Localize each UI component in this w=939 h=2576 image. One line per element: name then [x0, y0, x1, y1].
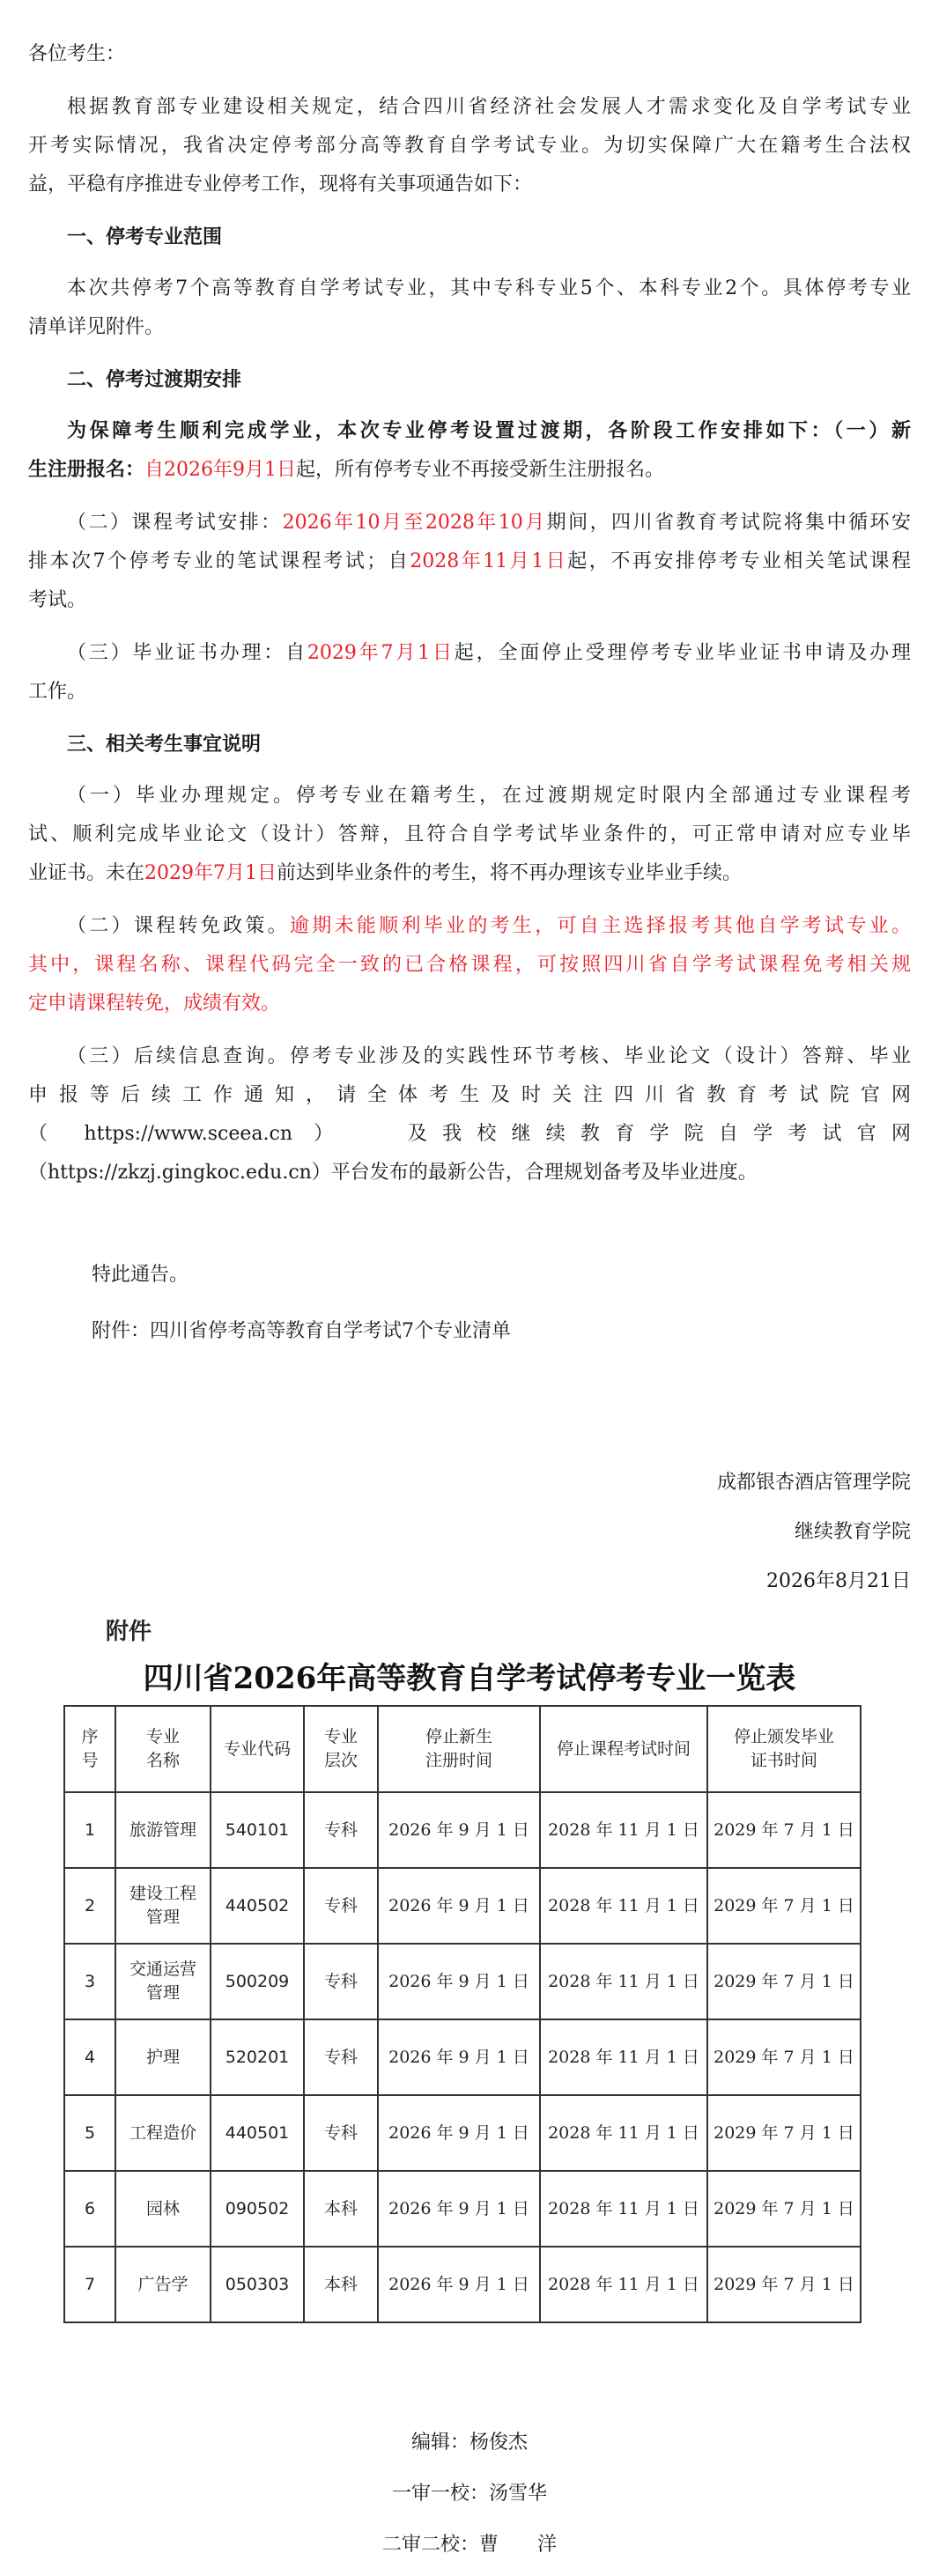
cell-reg-stop: 2026 年 9 月 1 日: [378, 2095, 540, 2171]
signature-date: 2026年8月21日: [766, 1570, 911, 1592]
table-row: [64, 1944, 861, 2019]
signature-org-2: 继续教育学院: [794, 1521, 911, 1543]
cell-cert-stop: 2029 年 7 月 1 日: [707, 1792, 861, 1868]
new-student-label: 生注册报名：: [28, 458, 145, 481]
graduation-deadline: 2029年7月1日: [144, 862, 277, 884]
exam-stop-date: 2028年11月1日: [410, 550, 568, 572]
section2-heading: 二、停考过渡期安排: [67, 368, 242, 391]
cell-name: 旅游管理: [115, 1792, 211, 1868]
cell-exam-stop: 2028 年 11 月 1 日: [540, 1868, 707, 1944]
section3-p2-line-3: 定申请课程转免，成绩有效。: [28, 993, 281, 1015]
credit-review-1: 一审一校：汤雪华: [391, 2483, 547, 2505]
cell-level: 本科: [304, 2247, 378, 2322]
table-header-row: [64, 1706, 861, 1792]
graduation-text-a: 业证书。未在: [28, 862, 145, 884]
signature-org-1: 成都银杏酒店管理学院: [716, 1472, 911, 1494]
credit-editor: 编辑：杨俊杰: [410, 2432, 528, 2454]
section2-p3-line-1: [28, 636, 911, 670]
section3-p2-line-1: [28, 909, 911, 943]
cell-code: 440502: [211, 1868, 304, 1944]
transfer-policy-label: （二）课程转免政策。: [67, 915, 290, 937]
cell-no: 6: [64, 2171, 115, 2247]
cell-no: 2: [64, 1868, 115, 1944]
cell-level: 本科: [304, 2171, 378, 2247]
cell-code: 090502: [211, 2171, 304, 2247]
registration-stop-text: 起，所有停考专业不再接受新生注册报名。: [296, 459, 665, 481]
cell-cert-stop: 2029 年 7 月 1 日: [707, 2247, 861, 2322]
section3-p1-line-1: （一）毕业办理规定。停考专业在籍考生，在过渡期规定时限内全部通过专业课程考: [67, 785, 911, 807]
cell-level: 专科: [304, 1944, 378, 2019]
header-reg-stop: 停止新生 注册时间: [378, 1706, 540, 1792]
table-row: [64, 2019, 861, 2095]
section1-line-1: 本次共停考7个高等教育自学考试专业，其中专科专业5个、本科专业2个。具体停考专业: [67, 277, 911, 299]
intro-line-1: 根据教育部专业建设相关规定，结合四川省经济社会发展人才需求变化及自学考试专业: [67, 96, 911, 118]
table-row: [64, 2247, 861, 2322]
header-name: 专业 名称: [115, 1706, 211, 1792]
cell-reg-stop: 2026 年 9 月 1 日: [378, 1868, 540, 1944]
greeting: 各位考生：: [28, 43, 126, 65]
cell-no: 3: [64, 1944, 115, 2019]
section2-p2-line-1: [28, 506, 911, 540]
cell-name: 园林: [115, 2171, 211, 2247]
cell-no: 5: [64, 2095, 115, 2171]
intro-line-3: 益，平稳有序推进专业停考工作，现将有关事项通告如下：: [28, 173, 533, 196]
cell-level: 专科: [304, 1792, 378, 1868]
cell-exam-stop: 2028 年 11 月 1 日: [540, 2095, 707, 2171]
suspended-majors-table: [63, 1705, 861, 2323]
section3-p3-line-1: （三）后续信息查询。停考专业涉及的实践性环节考核、毕业论文（设计）答辩、毕业: [67, 1045, 911, 1067]
cell-name: 交通运营 管理: [115, 1944, 211, 2019]
cell-level: 专科: [304, 2019, 378, 2095]
cell-cert-stop: 2029 年 7 月 1 日: [707, 2171, 861, 2247]
cell-code: 500209: [211, 1944, 304, 2019]
cell-reg-stop: 2026 年 9 月 1 日: [378, 2247, 540, 2322]
cell-code: 540101: [211, 1792, 304, 1868]
cell-no: 7: [64, 2247, 115, 2322]
cell-cert-stop: 2029 年 7 月 1 日: [707, 2095, 861, 2171]
cell-cert-stop: 2029 年 7 月 1 日: [707, 1868, 861, 1944]
registration-stop-date: 自2026年9月1日: [144, 459, 296, 481]
cell-reg-stop: 2026 年 9 月 1 日: [378, 2019, 540, 2095]
header-code: 专业代码: [211, 1706, 304, 1792]
table-row: [64, 1792, 861, 1868]
section2-p3-line-2: 工作。: [28, 681, 87, 703]
cell-name: 工程造价: [115, 2095, 211, 2171]
college-site-text: 及我校继续教育学院自学考试官网: [407, 1123, 911, 1145]
cell-reg-stop: 2026 年 9 月 1 日: [378, 1792, 540, 1868]
intro-line-2: 开考实际情况，我省决定停考部分高等教育自学考试专业。为切实保障广大在籍考生合法权: [28, 135, 911, 157]
closing-text: 特此通告。: [92, 1264, 189, 1286]
section2-p2-line-3: 考试。: [28, 589, 87, 611]
exam-arrangement-label: （二）课程考试安排：: [67, 512, 283, 534]
cert-stop-text: 起，全面停止受理停考专业毕业证书申请及办理: [454, 642, 911, 664]
cert-stop-date: 2029年7月1日: [307, 642, 455, 664]
cell-exam-stop: 2028 年 11 月 1 日: [540, 2171, 707, 2247]
cell-cert-stop: 2029 年 7 月 1 日: [707, 1944, 861, 2019]
exam-line2-text: 排本次7个停考专业的笔试课程考试；自: [28, 550, 410, 572]
sceea-link[interactable]: （ https://www.sceea.cn ）: [28, 1123, 339, 1145]
cell-level: 专科: [304, 1868, 378, 1944]
credit-review-2: 二审二校：曹 洋: [381, 2534, 557, 2556]
section2-p2-line-2: [28, 544, 911, 579]
cell-reg-stop: 2026 年 9 月 1 日: [378, 1944, 540, 2019]
section3-p1-line-2: 试、顺利完成毕业论文（设计）答辩，且符合自学考试毕业条件的，可正常申请对应专业毕: [28, 823, 911, 845]
cell-name: 护理: [115, 2019, 211, 2095]
cell-exam-stop: 2028 年 11 月 1 日: [540, 1792, 707, 1868]
cell-level: 专科: [304, 2095, 378, 2171]
cell-code: 440501: [211, 2095, 304, 2171]
graduation-text-b: 前达到毕业条件的考生，将不再办理该专业毕业手续。: [277, 862, 743, 884]
cell-code: 050303: [211, 2247, 304, 2322]
cell-name: 建设工程 管理: [115, 1868, 211, 1944]
section3-p1-line-3: [28, 856, 911, 890]
header-no: 序 号: [64, 1706, 115, 1792]
section2-p1-line-1: 为保障考生顺利完成学业，本次专业停考设置过渡期，各阶段工作安排如下：（一）新: [67, 419, 911, 442]
header-level: 专业 层次: [304, 1706, 378, 1792]
attachment-label: 附件: [106, 1619, 152, 1645]
table-row: [64, 2171, 861, 2247]
attachment-title: 四川省2026年高等教育自学考试停考专业一览表: [143, 1661, 796, 1696]
cell-name: 广告学: [115, 2247, 211, 2322]
cell-code: 520201: [211, 2019, 304, 2095]
header-cert-stop: 停止颁发毕业 证书时间: [707, 1706, 861, 1792]
table-row: [64, 2095, 861, 2171]
section1-line-2: 清单详见附件。: [28, 316, 165, 338]
header-exam-stop: 停止课程考试时间: [540, 1706, 707, 1792]
cell-reg-stop: 2026 年 9 月 1 日: [378, 2171, 540, 2247]
section3-heading: 三、相关考生事宜说明: [67, 733, 262, 756]
section3-p3-line-3: [28, 1117, 911, 1151]
cell-cert-stop: 2029 年 7 月 1 日: [707, 2019, 861, 2095]
attachment-note: 附件：四川省停考高等教育自学考试7个专业清单: [92, 1320, 511, 1342]
cell-no: 4: [64, 2019, 115, 2095]
transfer-policy-red-1: 逾期未能顺利毕业的考生，可自主选择报考其他自学考试专业。: [289, 915, 911, 937]
cert-label: （三）毕业证书办理：自: [67, 642, 307, 664]
section3-p2-line-2: 其中，课程名称、课程代码完全一致的已合格课程，可按照四川省自学考试课程免考相关规: [28, 954, 911, 976]
cell-exam-stop: 2028 年 11 月 1 日: [540, 1944, 707, 2019]
exam-stop-text: 起，不再安排停考专业相关笔试课程: [567, 550, 911, 572]
exam-period-text: 期间，四川省教育考试院将集中循环安: [546, 512, 911, 534]
table-body: [64, 1792, 861, 2322]
cell-no: 1: [64, 1792, 115, 1868]
section3-p3-line-4: （https://zkzj.gingkoc.edu.cn）平台发布的最新公告，合理规划备考及毕业进度。: [28, 1162, 758, 1184]
cell-exam-stop: 2028 年 11 月 1 日: [540, 2247, 707, 2322]
table-row: [64, 1868, 861, 1944]
exam-period: 2026年10月至2028年10月: [282, 512, 547, 534]
section3-p3-line-2: 申报等后续工作通知，请全体考生及时关注四川省教育考试院官网: [28, 1084, 911, 1106]
section1-heading: 一、停考专业范围: [67, 225, 223, 248]
cell-exam-stop: 2028 年 11 月 1 日: [540, 2019, 707, 2095]
section2-p1-line-2: [28, 453, 911, 487]
